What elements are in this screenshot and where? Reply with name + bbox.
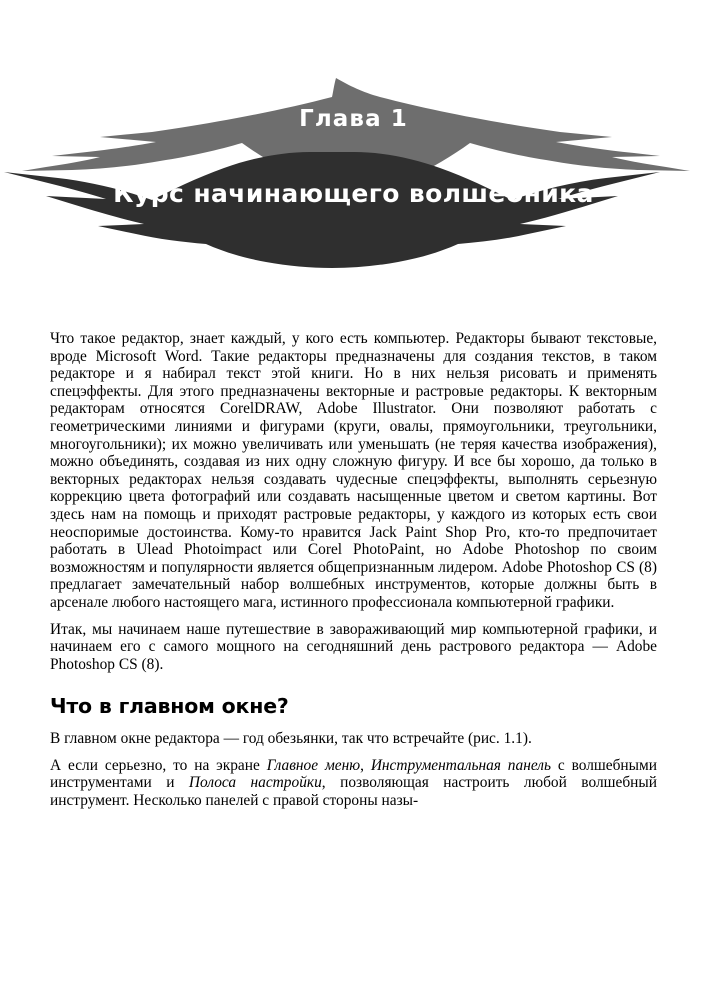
chapter-number-label: Глава 1 bbox=[299, 106, 408, 132]
final-par-segment-2: , bbox=[360, 756, 371, 774]
body-paragraph-3: В главном окне редактора — год обезьянки, так что встречайте (рис. 1.1). bbox=[50, 730, 532, 748]
body-paragraph-1: Что такое редактор, знает каждый, у кого есть компьютер. Редакторы бывают текстовые, вроде Microsoft Word. Такие редакторы предназначены для создания текстов, в таком редакторе и я набирал текст этой книги. Но в них нельзя рисовать и применять спецэффекты. Для этого предназначены векторные и растровые редакторы. К векторным редакторам относятся CorelDRAW, Adobe Illustrator. Они позволяют работать с геометрическими линиями и фигурами (круги, овалы, прямоугольники, треугольники, многоугольники); их можно увеличивать или уменьшать (не теряя качества изображения), можно объединять, создавая из них одну сложную фигуру. И все бы хорошо, да только в векторных редакторах нельзя создавать чудесные спецэффекты, выполнять серьезную коррекцию цвета фотографий или создавать насыщенные цветом и светом картины. Вот здесь нам на помощь и приходят растровые редакторы, у каждого из которых есть свои неоспоримые достоинства. Кому-то нравится Jack Paint Shop Pro, кто-то предпочитает работать в Ulead Photoimpact или Corel PhotoPaint, но Adobe Photoshop по своим возможностям и популярности является общепризнанным лидером. Adobe Photoshop CS (8) предлагает замечательный набор волшебных инструментов, которые должны быть в арсенале любого настоящего мага, истинного профессионала компьютерной графики. bbox=[50, 330, 657, 611]
final-par-segment-4: , позволяющая настроить любой волшебный инструмент. Несколько панелей с правой стороны назы- bbox=[50, 774, 657, 810]
chapter-banner-graphic bbox=[0, 0, 707, 300]
final-par-segment-1: А если серьезно, то на экране bbox=[50, 756, 267, 774]
chapter-title-label: Курс начинающего волшебника bbox=[113, 179, 594, 208]
emphasis-options-bar: Полоса настройки bbox=[188, 774, 322, 792]
final-par-segment-3: с волшебными инструментами и bbox=[50, 756, 657, 792]
emphasis-main-menu: Главное меню bbox=[266, 756, 361, 774]
section-heading: Что в главном окне? bbox=[50, 694, 289, 719]
body-paragraph-2: Итак, мы начинаем наше путешествие в завораживающий мир компьютерной графики, и начинаем его с самого мощного на сегодняшний день растрового редактора — Adobe Photoshop CS (8). bbox=[50, 620, 657, 673]
body-paragraph-4 bbox=[50, 757, 657, 810]
banner-lower-shape bbox=[4, 152, 660, 268]
chapter-banner bbox=[0, 0, 707, 300]
emphasis-toolbar-panel: Инструментальная панель bbox=[370, 756, 551, 774]
page-content bbox=[50, 330, 657, 810]
